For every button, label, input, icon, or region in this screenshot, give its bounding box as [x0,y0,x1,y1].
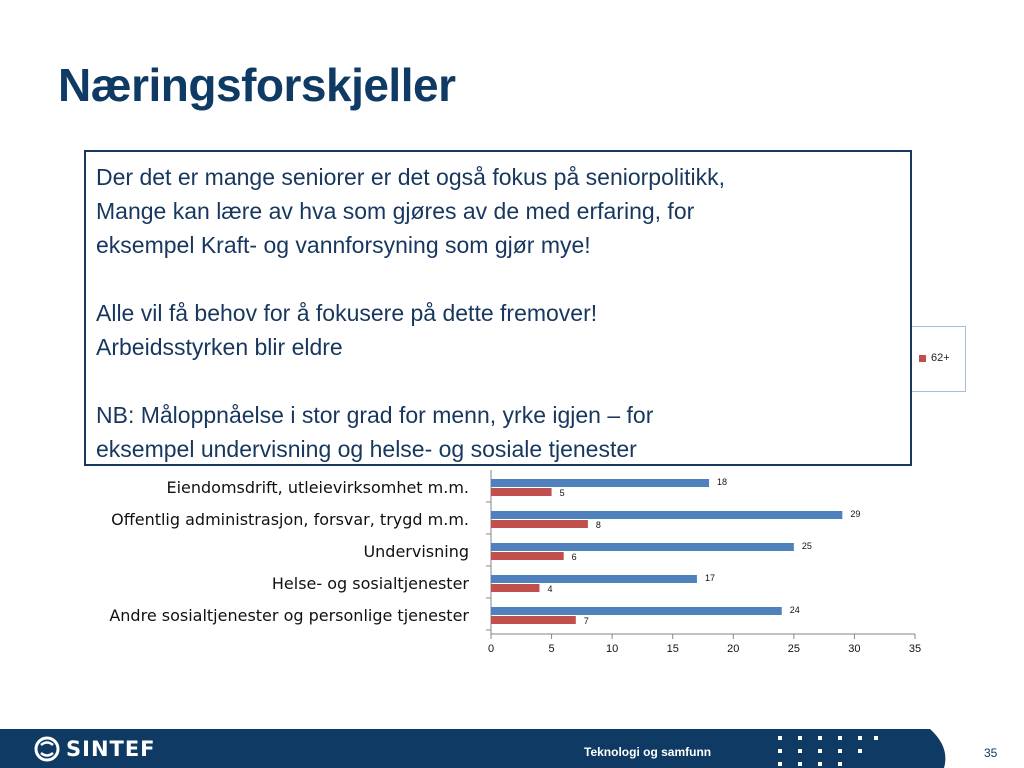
x-tick-label: 20 [727,643,740,655]
bar-62plus [491,520,588,528]
x-tick-label: 5 [548,643,555,655]
x-tick-label: 35 [908,643,922,655]
x-tick-label: 30 [848,643,861,655]
data-label-62plus: 7 [583,616,589,626]
x-tick-label: 0 [487,643,495,655]
footer-dot-pattern [778,736,878,766]
category-label: Undervisning [363,542,469,561]
category-label: Eiendomsdrift, utleievirksomhet m.m. [166,478,469,497]
bar-series1 [491,575,697,583]
data-label-series1: 24 [789,605,800,615]
bar-series1 [491,543,794,551]
data-label-62plus: 4 [547,584,553,594]
category-label: Andre sosialtjenester og personlige tjenester [109,606,469,625]
textbox-line: NB: Måloppnåelse i stor grad for menn, yrke igjen – for [96,402,654,428]
bar-series1 [491,511,842,519]
legend-label-62plus: 62+ [931,352,950,364]
category-label: Offentlig administrasjon, forsvar, trygd m.m. [111,510,469,529]
x-tick-label: 25 [787,643,800,655]
data-label-62plus: 5 [559,488,565,498]
page-number: 35 [984,746,998,760]
data-label-62plus: 6 [571,552,577,562]
bar-62plus [491,552,564,560]
x-tick-label: 15 [666,643,679,655]
data-label-series1: 29 [850,509,861,519]
footer-department: Teknologi og samfunn [584,745,712,759]
textbox-line: Mange kan lære av hva som gjøres av de med erfaring, for [96,198,695,224]
sintef-logo [34,737,156,761]
sintef-logo-icon [34,736,60,762]
callout-textbox [84,150,912,466]
x-tick-label: 10 [606,643,619,655]
textbox-line: Der det er mange seniorer er det også fokus på seniorpolitikk, [96,164,725,190]
bar-62plus [491,488,552,496]
textbox-line: eksempel undervisning og helse- og sosiale tjenester [96,436,637,462]
data-label-series1: 25 [801,541,812,551]
data-label-series1: 17 [704,573,715,583]
category-label: Helse- og sosialtjenester [271,574,469,593]
textbox-line: eksempel Kraft- og vannforsyning som gjør mye! [96,232,591,258]
textbox-line: Alle vil få behov for å fokusere på dette fremover! [96,300,598,326]
bar-62plus [491,616,576,624]
bar-62plus [491,584,539,592]
slide-title: Næringsforskjeller [58,59,456,111]
data-label-series1: 18 [717,477,728,487]
textbox-line: Arbeidsstyrken blir eldre [96,334,343,360]
bar-series1 [491,479,709,487]
data-label-62plus: 8 [595,520,601,530]
sintef-logo-text: SINTEF [66,737,156,761]
bar-series1 [491,607,782,615]
